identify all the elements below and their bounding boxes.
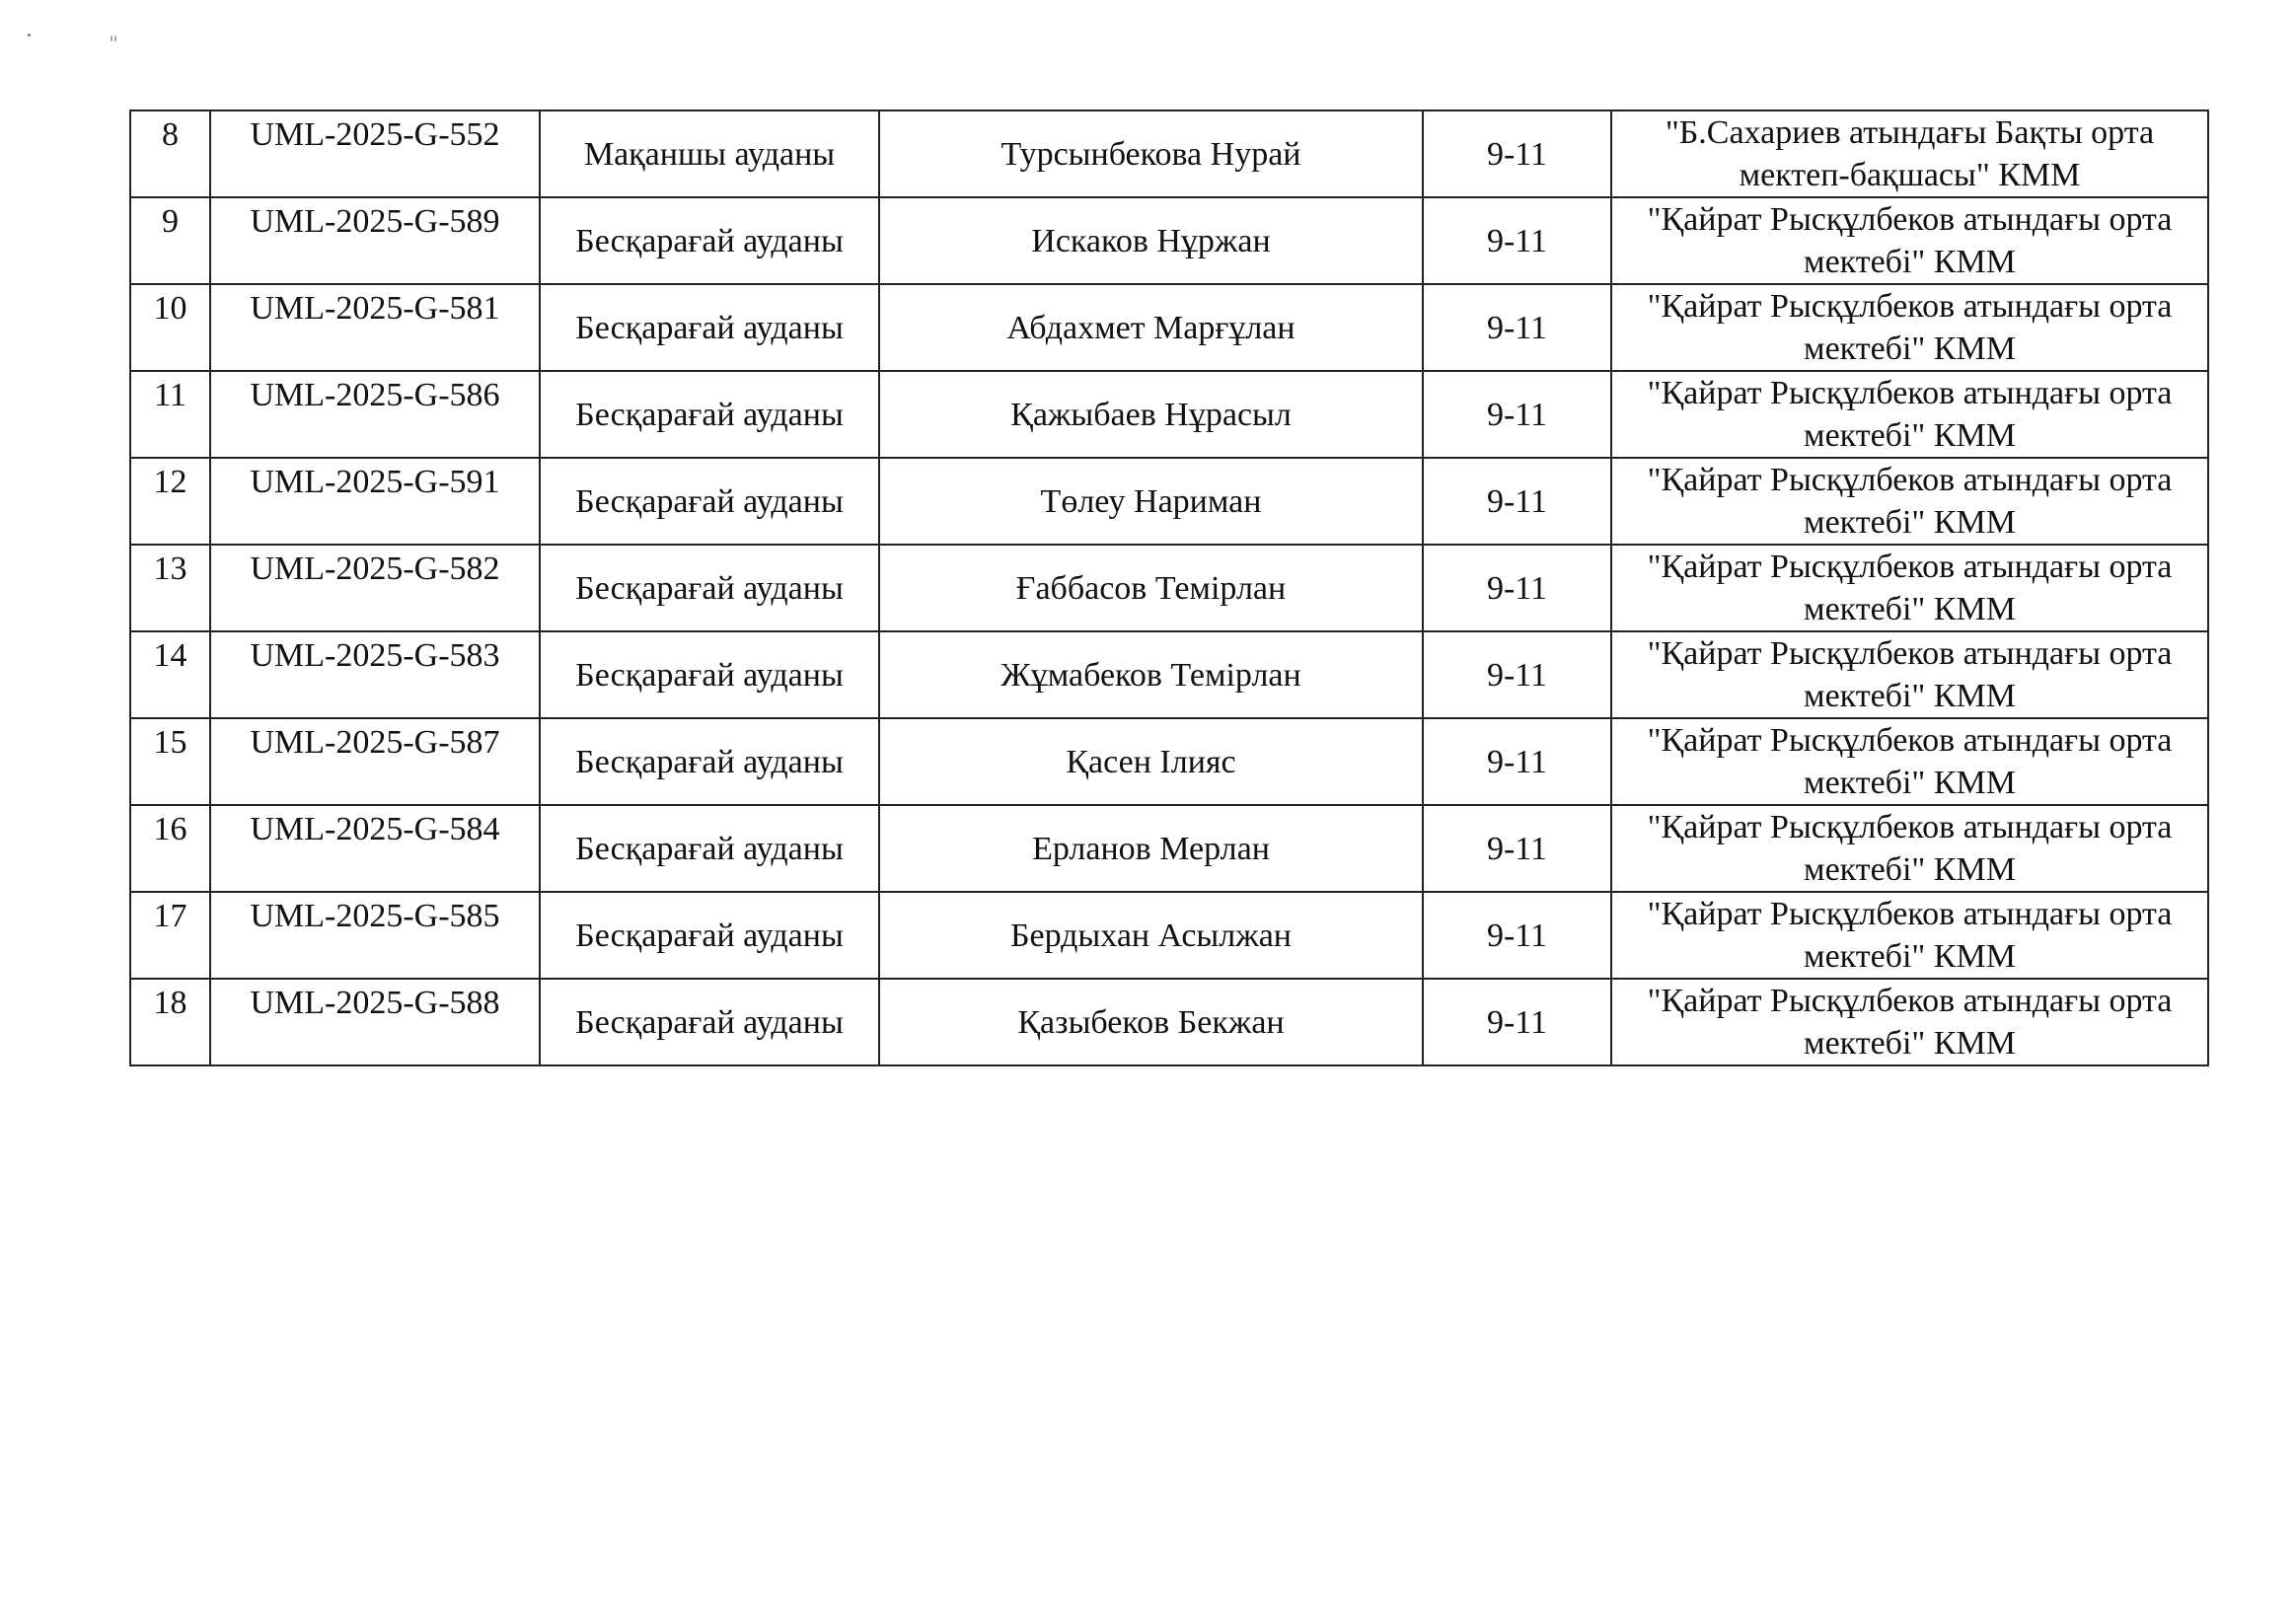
participant-name: Жұмабеков Темірлан: [879, 631, 1423, 718]
school: "Қайрат Рысқұлбеков атындағы орта мектебі" КММ: [1611, 805, 2208, 892]
participant-name: Искаков Нұржан: [879, 197, 1423, 284]
district: Бесқарағай ауданы: [540, 284, 879, 371]
table-row: [130, 631, 2208, 718]
participant-name: Абдахмет Марғұлан: [879, 284, 1423, 371]
row-number: 15: [130, 718, 210, 805]
school: "Қайрат Рысқұлбеков атындағы орта мектебі" КММ: [1611, 371, 2208, 458]
participants-table: [129, 110, 2209, 1066]
school: "Қайрат Рысқұлбеков атындағы орта мектебі" КММ: [1611, 979, 2208, 1065]
participant-code: UML-2025-G-586: [210, 371, 540, 458]
grade: 9-11: [1423, 718, 1611, 805]
participant-code: UML-2025-G-589: [210, 197, 540, 284]
grade: 9-11: [1423, 284, 1611, 371]
district: Мақаншы ауданы: [540, 110, 879, 197]
district: Бесқарағай ауданы: [540, 631, 879, 718]
school: "Қайрат Рысқұлбеков атындағы орта мектебі" КММ: [1611, 458, 2208, 545]
table-row: [130, 718, 2208, 805]
row-number: 18: [130, 979, 210, 1065]
table-row: [130, 892, 2208, 979]
participant-name: Қажыбаев Нұрасыл: [879, 371, 1423, 458]
scan-dot: [28, 34, 31, 37]
table-row: [130, 110, 2208, 197]
participant-code: UML-2025-G-584: [210, 805, 540, 892]
row-number: 8: [130, 110, 210, 197]
participant-name: Қасен Ілияс: [879, 718, 1423, 805]
row-number: 16: [130, 805, 210, 892]
row-number: 9: [130, 197, 210, 284]
district: Бесқарағай ауданы: [540, 718, 879, 805]
participant-name: Ерланов Мерлан: [879, 805, 1423, 892]
participant-name: Бердыхан Асылжан: [879, 892, 1423, 979]
table-row: [130, 805, 2208, 892]
participant-code: UML-2025-G-587: [210, 718, 540, 805]
district: Бесқарағай ауданы: [540, 805, 879, 892]
table-row: [130, 458, 2208, 545]
grade: 9-11: [1423, 805, 1611, 892]
scan-mark: [114, 36, 116, 41]
school: "Қайрат Рысқұлбеков атындағы орта мектебі" КММ: [1611, 284, 2208, 371]
district: Бесқарағай ауданы: [540, 545, 879, 631]
grade: 9-11: [1423, 979, 1611, 1065]
district: Бесқарағай ауданы: [540, 458, 879, 545]
table-row: [130, 979, 2208, 1065]
grade: 9-11: [1423, 458, 1611, 545]
row-number: 11: [130, 371, 210, 458]
participant-code: UML-2025-G-583: [210, 631, 540, 718]
scan-mark: [111, 36, 112, 41]
school: "Қайрат Рысқұлбеков атындағы орта мектебі" КММ: [1611, 545, 2208, 631]
row-number: 14: [130, 631, 210, 718]
participant-name: Турсынбекова Нурай: [879, 110, 1423, 197]
school: "Б.Сахариев атындағы Бақты орта мектеп-бақшасы" КММ: [1611, 110, 2208, 197]
district: Бесқарағай ауданы: [540, 197, 879, 284]
grade: 9-11: [1423, 545, 1611, 631]
participant-code: UML-2025-G-582: [210, 545, 540, 631]
school: "Қайрат Рысқұлбеков атындағы орта мектебі" КММ: [1611, 631, 2208, 718]
district: Бесқарағай ауданы: [540, 892, 879, 979]
row-number: 13: [130, 545, 210, 631]
participant-code: UML-2025-G-552: [210, 110, 540, 197]
row-number: 17: [130, 892, 210, 979]
row-number: 10: [130, 284, 210, 371]
grade: 9-11: [1423, 892, 1611, 979]
table-row: [130, 284, 2208, 371]
participant-code: UML-2025-G-588: [210, 979, 540, 1065]
participant-code: UML-2025-G-591: [210, 458, 540, 545]
district: Бесқарағай ауданы: [540, 371, 879, 458]
participant-code: UML-2025-G-585: [210, 892, 540, 979]
grade: 9-11: [1423, 110, 1611, 197]
school: "Қайрат Рысқұлбеков атындағы орта мектебі" КММ: [1611, 892, 2208, 979]
participant-name: Төлеу Нариман: [879, 458, 1423, 545]
grade: 9-11: [1423, 197, 1611, 284]
table-row: [130, 545, 2208, 631]
table-row: [130, 371, 2208, 458]
grade: 9-11: [1423, 631, 1611, 718]
table-row: [130, 197, 2208, 284]
school: "Қайрат Рысқұлбеков атындағы орта мектебі" КММ: [1611, 197, 2208, 284]
row-number: 12: [130, 458, 210, 545]
participant-code: UML-2025-G-581: [210, 284, 540, 371]
grade: 9-11: [1423, 371, 1611, 458]
participant-name: Қазыбеков Бекжан: [879, 979, 1423, 1065]
school: "Қайрат Рысқұлбеков атындағы орта мектебі" КММ: [1611, 718, 2208, 805]
participant-name: Ғаббасов Темірлан: [879, 545, 1423, 631]
district: Бесқарағай ауданы: [540, 979, 879, 1065]
